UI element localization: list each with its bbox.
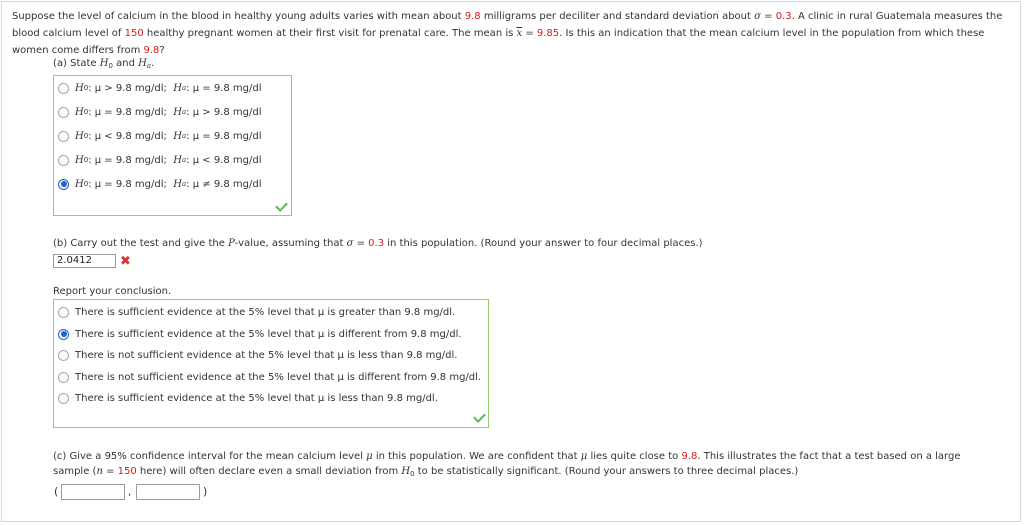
- question-text: Suppose the level of calcium in the blood in healthy young adults varies with mean about 9.8 milligrams per deciliter and standard deviation about σ = 0.3. A clinic in rural Guatemala measures the blood calcium level of 150 healthy pregnant women at their first visit for prenatal care. The mean is $\overline{x} = 9.85$. Is this an indication that the mean calcium level in the population from which these women come differs from 9.8?: [12, 11, 1003, 56]
- p-value-input[interactable]: 2.0412: [53, 254, 116, 268]
- part-c-prompt-line2: sample (n = 150 here) will often declare even a small deviation from $H_0$ to be statistically significant. (Round your answers to three decimal places.): [53, 466, 799, 478]
- hypothesis-option-3[interactable]: H 0 : μ < 9.8 mg/dl; H a : μ = 9.8 mg/dl: [58, 127, 261, 145]
- radio-button[interactable]: [58, 155, 69, 166]
- cross-icon: ✖: [120, 254, 131, 269]
- conclusion-option-5[interactable]: There is sufficient evidence at the 5% level that μ is less than 9.8 mg/dl.: [58, 389, 438, 407]
- radio-button[interactable]: [58, 107, 69, 118]
- conclusion-option-4[interactable]: There is not sufficient evidence at the 5% level that μ is different from 9.8 mg/dl.: [58, 368, 481, 386]
- radio-button-selected[interactable]: [58, 179, 69, 190]
- check-icon: [275, 199, 288, 212]
- part-a-options-box: [53, 75, 292, 216]
- part-a-label: (a) State $H_0$ and $H_a$.: [53, 58, 155, 70]
- conclusion-option-1[interactable]: There is sufficient evidence at the 5% level that μ is greater than 9.8 mg/dl.: [58, 303, 455, 321]
- conclusion-option-2[interactable]: There is sufficient evidence at the 5% level that μ is different from 9.8 mg/dl.: [58, 325, 462, 343]
- open-paren: (: [54, 485, 59, 498]
- part-c-prompt-line1: (c) Give a 95% confidence interval for the mean calcium level μ in this population. We are confident that μ lies quite close to 9.8. This illustrates the fact that a test based on a large: [53, 451, 961, 462]
- radio-button[interactable]: [58, 131, 69, 142]
- radio-button[interactable]: [58, 393, 69, 404]
- radio-button-selected[interactable]: [58, 329, 69, 340]
- conclusion-options-box: [53, 299, 489, 428]
- check-icon: [473, 410, 486, 423]
- hypothesis-option-1[interactable]: H 0 : μ > 9.8 mg/dl; H a : μ = 9.8 mg/dl: [58, 79, 261, 97]
- radio-button[interactable]: [58, 350, 69, 361]
- close-paren: ): [203, 485, 208, 498]
- hypothesis-option-5[interactable]: H 0 : μ = 9.8 mg/dl; H a : μ ≠ 9.8 mg/dl: [58, 175, 261, 193]
- radio-button[interactable]: [58, 372, 69, 383]
- hypothesis-option-2[interactable]: H 0 : μ = 9.8 mg/dl; H a : μ > 9.8 mg/dl: [58, 103, 261, 121]
- conclusion-option-3[interactable]: There is not sufficient evidence at the 5% level that μ is less than 9.8 mg/dl.: [58, 346, 457, 364]
- hypothesis-option-4[interactable]: H 0 : μ = 9.8 mg/dl; H a : μ < 9.8 mg/dl: [58, 151, 261, 169]
- ci-upper-input[interactable]: [136, 484, 200, 500]
- radio-button[interactable]: [58, 307, 69, 318]
- part-b-prompt: (b) Carry out the test and give the P-value, assuming that σ = 0.3 in this population. (Round your answer to four decimal places.): [53, 238, 703, 249]
- radio-button[interactable]: [58, 83, 69, 94]
- conclusion-label: Report your conclusion.: [53, 286, 172, 297]
- ci-lower-input[interactable]: [61, 484, 125, 500]
- comma: ,: [128, 487, 132, 498]
